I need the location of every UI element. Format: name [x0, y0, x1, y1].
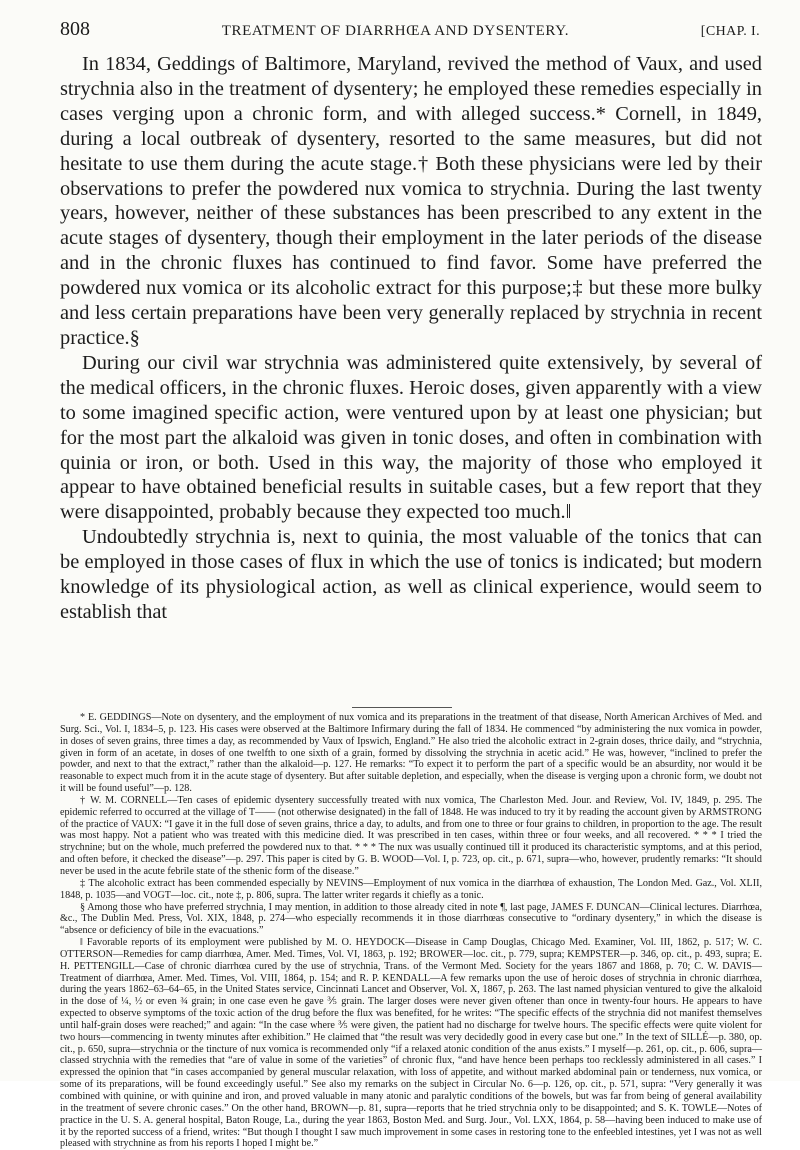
paragraph: In 1834, Geddings of Baltimore, Maryland, revived the method of Vaux, and used strychnia also in the treatment of dysentery; he employed these remedies especially in cases verging upon a chronic form, and with alleged success.* Cornell, in 1849, during a local outbreak of dysentery, resorted to the same measures, but did not hesitate to use them during the acute stage.† Both these physicians were led by their observations to prefer the powdered nux vomica to strychnia. During the last twenty years, however, neither of these substances has been prescribed to any extent in the acute stages of dysentery, though their employment in the later periods of the disease and in the chronic fluxes has continued to find favor. Some have preferred the powdered nux vomica or its alcoholic extract for this purpose;‡ but these more bulky and less certain preparations have been very generally replaced by strychnia in recent practice.§	[60, 53, 762, 349]
main-text	[60, 52, 762, 625]
running-head: TREATMENT OF DIARRHŒA AND DYSENTERY.	[221, 23, 570, 39]
page-header	[60, 18, 760, 40]
footnote: § Among those who have preferred strychnia, I may mention, in addition to those already cited in note ¶, last page, JAMES F. DUNCAN—Clinical lectures. Diarrhœa, &c., The Dublin Med. Press, Vol. XIX, 1848, p. 274—who especially recommends it in those diarrhœas consecutive to “ordinary dysentery,” in which the disease is “absence or deficiency of bile in the evacuations.”	[60, 901, 762, 937]
chapter-label: [CHAP. I.	[700, 24, 760, 39]
footnotes	[60, 712, 762, 1150]
footnote: † W. M. CORNELL—Ten cases of epidemic dysentery successfully treated with nux vomica, The Charleston Med. Jour. and Review, Vol. IV, 1849, p. 295. The epidemic referred to occurred at the village of T—— (not otherwise designated) in the fall of 1848. He was induced to try it by reading the account given by ARMSTRONG of the practice of VAUX: “I gave it in the full dose of seven grains, thrice a day, to adults, and from one to three or four grains to children, in proportion to the age. The result was most happy. Not a patient who was treated with this medicine died. It was prescribed in ten cases, within three or four weeks, and all recovered. * * * I tried the strychnine; but on the whole, much preferred the powdered nux to that. * * * The nux was usually continued till it produced its characteristic symptoms, and at this period, and often before, it checked the disease”—p. 297. This paper is cited by G. B. WOOD—Vol. I, p. 723, op. cit., p. 671, supra—who, however, prudently remarks: “It should never be used in the acute febrile state of the sthenic form of the disease.”	[60, 794, 762, 877]
footnote: * E. GEDDINGS—Note on dysentery, and the employment of nux vomica and its preparations in the treatment of that disease, North American Archives of Med. and Surg. Sci., Vol. I, 1834–5, p. 123. His cases were observed at the Baltimore Infirmary during the fall of 1834. He commenced “by administering the nux vomica in powder, in doses of seven grains, three times a day, as recommended by Vaux of Ipswich, England.” He also tried the alcoholic extract in 2-grain doses, thrice daily, and “strychnia, given in form of an acetate, in doses of one twelfth to one sixth of a grain, formed by dissolving the strychnia in acetic acid.” He was, however, “inclined to prefer the powder, and next to that the extract,” rather than the alkaloid—p. 127. He remarks: “To expect it to perform the part of a specific would be an absurdity, nor would it be reasonable to expect much from it in the acute stage of dysentery. But after suitable depletion, and especially, when the disease is verging upon a chronic form, we doubt not it will be found useful”—p. 128.	[60, 712, 762, 795]
footnote: ‖ Favorable reports of its employment were published by M. O. HEYDOCK—Disease in Camp Douglas, Chicago Med. Examiner, Vol. III, 1862, p. 517; W. C. OTTERSON—Remedies for camp diarrhœa, Amer. Med. Times, Vol. VI, 1863, p. 192; BROWER—loc. cit., p. 779, supra; KEMPSTER—p. 346, op. cit., p. 493, supra; E. H. PETTENGILL—Case of chronic diarrhœa cured by the use of strychnia, Trans. of the Vermont Med. Society for the years 1867 and 1868, p. 70; C. W. DAVIS—Treatment of diarrhœa, Amer. Med. Times, Vol. VIII, 1864, p. 154; and R. P. KENDALL—A few remarks upon the use of heroic doses of strychnia in chronic diarrhœa, during the years 1862–63–64–65, in the United States service, Cincinnati Lancet and Observer, Vol. X, 1867, p. 263. The last named physician ventured to give the alkaloid in the dose of ¼, ½ or even ¾ grain; in one case even he gave ⅗ grain. The larger doses were never given oftener than once in twenty-four hours. He appears to have expected to observe symptoms of the toxic action of the drug before the flux was benefited, for he writes: “The specific effects of the strychnia did not manifest themselves until half-grain doses were reached;” and again: “In the case where ⅗ were given, the patient had no discharge for twelve hours. The specific effects were quite violent for two hours—commencing in twenty minutes after exhibition.” He claimed that “the result was very decidedly good in every case but one.” In the text of SILLÉ—p. 380, op. cit., p. 650, supra—strychnia or the tincture of nux vomica is recommended only “if a relaxed atonic condition of the anus exists.” I myself—p. 261, op. cit., p. 606, supra—classed strychnia with the remedies that “are of value in some of the varieties” of chronic flux, “and have hence been perhaps too recklessly administered in all cases.” I expressed the opinion that “in cases accompanied by general muscular relaxation, with loss of appetite, and without marked abdominal pain or tenderness, nux vomica, or some of its preparations, will be found exceedingly useful.” See also my remarks on the subject in Circular No. 6—p. 126, op. cit., p. 571, supra: “Very generally it was combined with quinine, or with quinine and iron, and proved valuable in many atonic and paralytic conditions of the bowels, but was far from being of general availability in the treatment of severe chronic cases.” On the other hand, BROWN—p. 81, supra—reports that he tried strychnia only to be disappointed; and S. K. TOWLE—Notes of practice in the U. S. A. general hospital, Baton Rouge, La., during the year 1863, Boston Med. and Surg. Jour., Vol. LXX, 1864, p. 58—having been induced to make use of it by the reported success of a friend, writes: “But though I thought I saw much improvement in some cases in restoring tone to the enfeebled intestines, yet I was not as well pleased with strychnine as from his reports I hoped I might be.”	[60, 937, 762, 1150]
paragraph: Undoubtedly strychnia is, next to quinia, the most valuable of the tonics that can be employed in those cases of flux in which the use of tonics is indicated; but modern knowledge of its physiological action, as well as clinical experience, would seem to establish that	[60, 526, 762, 623]
footnote-divider	[352, 707, 452, 708]
paragraph: During our civil war strychnia was administered quite extensively, by several of the medical officers, in the chronic fluxes. Heroic doses, given apparently with a view to some imagined specific action, were ventured upon by at least one physician; but for the most part the alkaloid was given in tonic doses, and often in combination with quinia or iron, or both. Used in this way, the majority of those who employed it appear to have obtained beneficial results in suitable cases, but a few report that they were disappointed, probably because they expected too much.‖	[60, 351, 762, 524]
page-number: 808	[60, 18, 90, 40]
footnote: ‡ The alcoholic extract has been commended especially by NEVINS—Employment of nux vomica in the diarrhœa of exhaustion, The London Med. Gaz., Vol. XLII, 1848, p. 1035—and VOGT—loc. cit., note ‡, p. 806, supra. The latter writer regards it chiefly as a tonic.	[60, 877, 762, 901]
